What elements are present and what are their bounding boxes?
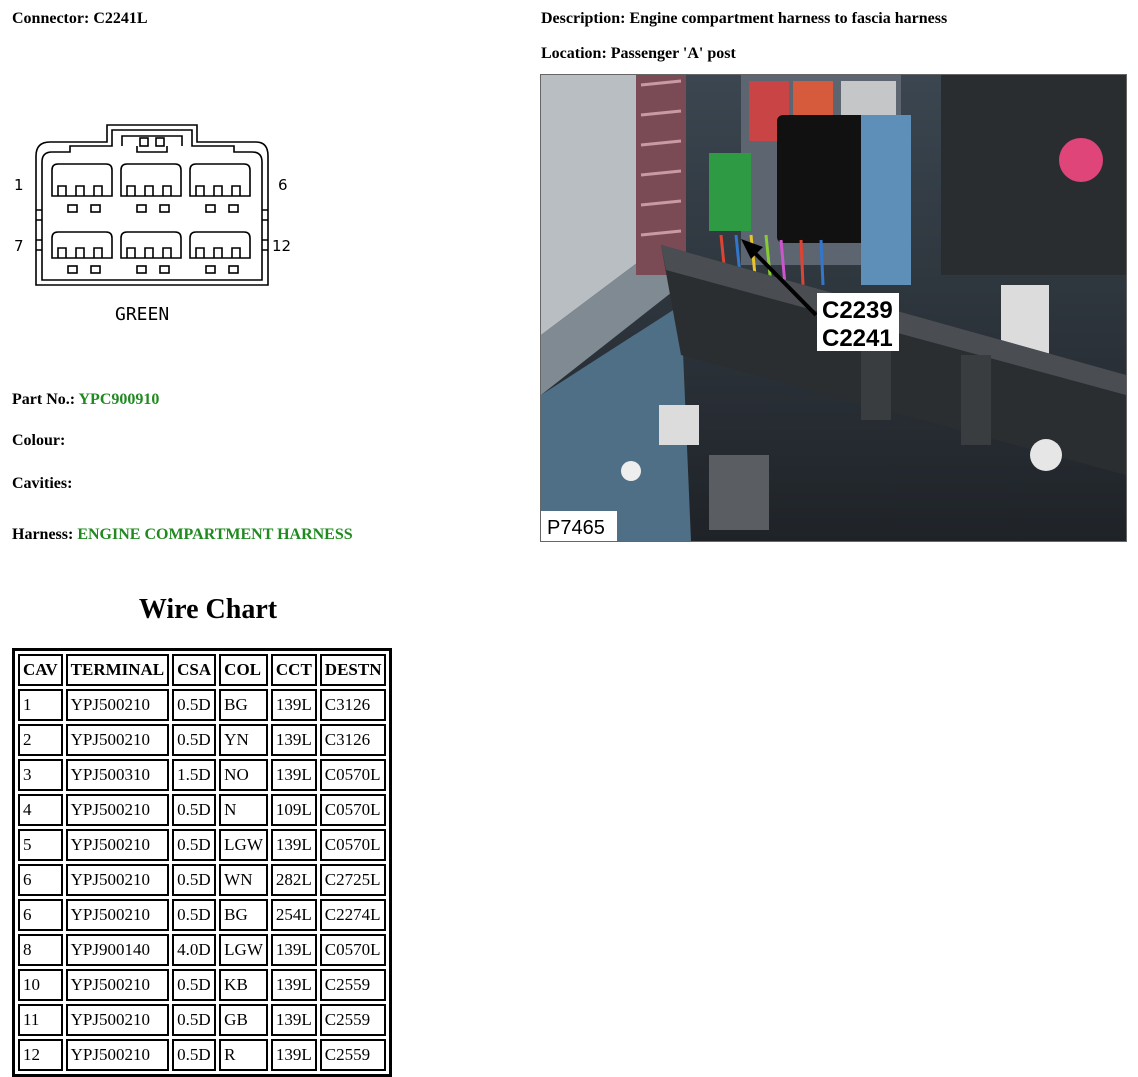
cell-cct: 139L — [271, 759, 317, 791]
cell-col: GB — [219, 1004, 268, 1036]
photo-reference: P7465 — [547, 517, 605, 539]
cell-destn: C0570L — [320, 934, 387, 966]
cell-csa: 0.5D — [172, 829, 216, 861]
cell-destn: C2274L — [320, 899, 387, 931]
cell-csa: 4.0D — [172, 934, 216, 966]
cell-cct: 139L — [271, 934, 317, 966]
cell-col: LGW — [219, 829, 268, 861]
cell-cct: 282L — [271, 864, 317, 896]
cell-cct: 139L — [271, 829, 317, 861]
cell-destn: C2559 — [320, 1039, 387, 1071]
connector-id: C2241L — [93, 10, 148, 27]
connector-label: Connector: — [12, 10, 90, 27]
cell-terminal: YPJ500210 — [66, 1039, 170, 1071]
callout-c2239: C2239 — [822, 297, 893, 324]
pin-label-6: 6 — [278, 176, 288, 194]
cell-col: KB — [219, 969, 268, 1001]
table-row — [18, 724, 386, 756]
colour-line — [12, 432, 65, 450]
cell-csa: 0.5D — [172, 724, 216, 756]
pin-label-7: 7 — [14, 237, 24, 255]
cell-cav: 11 — [18, 1004, 63, 1036]
cell-terminal: YPJ500210 — [66, 1004, 170, 1036]
cell-cav: 6 — [18, 864, 63, 896]
pin-label-12: 12 — [272, 237, 292, 255]
location-line — [541, 45, 736, 63]
header-cav: CAV — [18, 654, 63, 686]
cell-terminal: YPJ500210 — [66, 899, 170, 931]
cell-csa: 0.5D — [172, 864, 216, 896]
table-row — [18, 829, 386, 861]
cell-col: BG — [219, 899, 268, 931]
table-row — [18, 864, 386, 896]
cell-cav: 3 — [18, 759, 63, 791]
cell-col: LGW — [219, 934, 268, 966]
header-destn: DESTN — [320, 654, 387, 686]
cell-col: YN — [219, 724, 268, 756]
wire-chart-header-row — [18, 654, 386, 686]
connector-face-svg — [12, 120, 302, 335]
cell-cct: 139L — [271, 1039, 317, 1071]
cell-cav: 5 — [18, 829, 63, 861]
location-value: Passenger 'A' post — [610, 45, 736, 62]
cell-cav: 8 — [18, 934, 63, 966]
cell-csa: 1.5D — [172, 759, 216, 791]
cavities-label: Cavities: — [12, 475, 73, 492]
cell-cct: 139L — [271, 724, 317, 756]
table-row — [18, 899, 386, 931]
header-col: COL — [219, 654, 268, 686]
cell-destn: C2559 — [320, 1004, 387, 1036]
cell-destn: C3126 — [320, 724, 387, 756]
connector-line — [12, 10, 148, 28]
cell-col: N — [219, 794, 268, 826]
connector-diagram — [12, 120, 302, 335]
cell-terminal: YPJ500210 — [66, 829, 170, 861]
cell-cav: 10 — [18, 969, 63, 1001]
table-row — [18, 934, 386, 966]
cell-csa: 0.5D — [172, 794, 216, 826]
header-csa: CSA — [172, 654, 216, 686]
description-line — [541, 10, 947, 28]
cell-destn: C2725L — [320, 864, 387, 896]
cell-csa: 0.5D — [172, 1039, 216, 1071]
callout-c2241: C2241 — [822, 325, 893, 352]
table-row — [18, 1004, 386, 1036]
cell-cct: 139L — [271, 969, 317, 1001]
description-value: Engine compartment harness to fascia harness — [629, 10, 948, 27]
cell-col: WN — [219, 864, 268, 896]
cell-cav: 6 — [18, 899, 63, 931]
cell-col: BG — [219, 689, 268, 721]
cell-terminal: YPJ500210 — [66, 969, 170, 1001]
cell-csa: 0.5D — [172, 1004, 216, 1036]
location-label: Location: — [541, 45, 607, 62]
table-row — [18, 1039, 386, 1071]
cavities-line — [12, 475, 72, 493]
table-row — [18, 689, 386, 721]
cell-destn: C0570L — [320, 794, 387, 826]
cell-destn: C2559 — [320, 969, 387, 1001]
cell-destn: C0570L — [320, 829, 387, 861]
cell-col: R — [219, 1039, 268, 1071]
location-photo-svg — [541, 75, 1126, 541]
cell-cct: 109L — [271, 794, 317, 826]
cell-cct: 139L — [271, 1004, 317, 1036]
part-no-line — [12, 391, 159, 409]
cell-csa: 0.5D — [172, 899, 216, 931]
wire-chart-title: Wire Chart — [138, 594, 278, 625]
location-photo — [540, 74, 1127, 542]
cell-csa: 0.5D — [172, 689, 216, 721]
header-terminal: TERMINAL — [66, 654, 170, 686]
cell-cav: 4 — [18, 794, 63, 826]
cell-destn: C3126 — [320, 689, 387, 721]
harness-value: ENGINE COMPARTMENT HARNESS — [77, 526, 353, 543]
cell-terminal: YPJ500210 — [66, 794, 170, 826]
part-no-label: Part No.: — [12, 391, 76, 408]
pin-label-1: 1 — [14, 176, 24, 194]
cell-csa: 0.5D — [172, 969, 216, 1001]
table-row — [18, 759, 386, 791]
part-no-value: YPC900910 — [78, 391, 160, 408]
cell-col: NO — [219, 759, 268, 791]
connector-color-name: GREEN — [115, 304, 170, 325]
cell-cct: 254L — [271, 899, 317, 931]
harness-line — [12, 526, 353, 544]
cell-terminal: YPJ900140 — [66, 934, 170, 966]
cell-terminal: YPJ500210 — [66, 724, 170, 756]
wire-chart-table — [12, 648, 392, 1077]
cell-destn: C0570L — [320, 759, 387, 791]
cell-terminal: YPJ500310 — [66, 759, 170, 791]
table-row — [18, 794, 386, 826]
cell-cct: 139L — [271, 689, 317, 721]
cell-terminal: YPJ500210 — [66, 864, 170, 896]
cell-cav: 12 — [18, 1039, 63, 1071]
cell-cav: 2 — [18, 724, 63, 756]
header-cct: CCT — [271, 654, 317, 686]
cell-cav: 1 — [18, 689, 63, 721]
colour-label: Colour: — [12, 432, 66, 449]
table-row — [18, 969, 386, 1001]
description-label: Description: — [541, 10, 626, 27]
cell-terminal: YPJ500210 — [66, 689, 170, 721]
harness-label: Harness: — [12, 526, 74, 543]
